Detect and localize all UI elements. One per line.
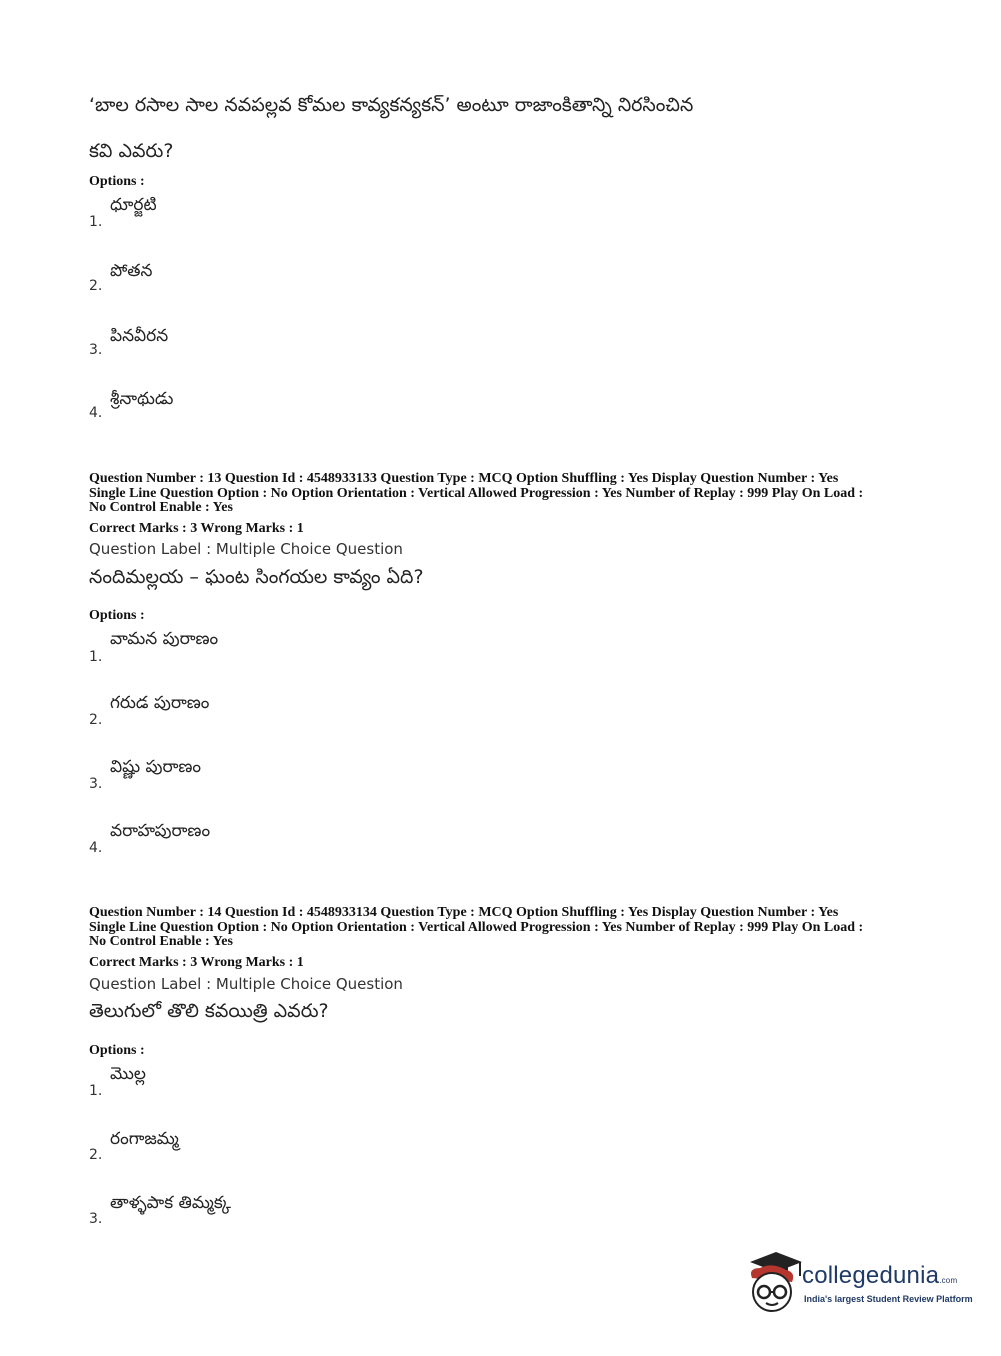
option-text: వరాహపురాణం xyxy=(110,821,211,841)
option-text: పోతన xyxy=(110,261,153,281)
question-metadata xyxy=(89,472,909,516)
metadata-line: No Control Enable : Yes xyxy=(89,934,233,949)
question-label: Question Label : Multiple Choice Question xyxy=(89,540,403,558)
brand-text: collegedunia xyxy=(802,1262,940,1289)
options-label: Options : xyxy=(89,1043,145,1058)
option-number: 1. xyxy=(89,214,103,230)
option-text: గరుడ పురాణం xyxy=(110,693,210,713)
question-text: నందిమల్లయ – ఘంట సింగయల కావ్యం ఏది? xyxy=(89,566,424,588)
option-number: 2. xyxy=(89,712,103,728)
option-number: 4. xyxy=(89,840,103,856)
options-label: Options : xyxy=(89,608,145,623)
collegedunia-logo xyxy=(742,1248,972,1318)
option-text: శ్రీనాథుడు xyxy=(110,389,174,409)
question-text-line: కవి ఎవరు? xyxy=(89,140,174,162)
option-number: 4. xyxy=(89,405,103,421)
metadata-line: Single Line Question Option : No Option Orientation : Vertical Allowed Progression : Yes Number of Replay : 999 Play On Load : xyxy=(89,485,864,501)
marks-info: Correct Marks : 3 Wrong Marks : 1 xyxy=(89,955,304,970)
option-number: 3. xyxy=(89,1211,103,1227)
metadata-line: Question Number : 13 Question Id : 4548933133 Question Type : MCQ Option Shuffling : Yes Display Question Number : Yes xyxy=(89,471,839,486)
question-text-line: ‘బాల రసాల సాల నవపల్లవ కోమల కావ్యకన్యకన్’ అంటూ రాజాంకితాన్ని నిరసించిన xyxy=(89,94,694,116)
brand-name xyxy=(802,1262,957,1290)
option-number: 2. xyxy=(89,1147,103,1163)
mascot-icon xyxy=(742,1248,804,1318)
question-text: తెలుగులో తొలి కవయిత్రి ఎవరు? xyxy=(89,1000,329,1022)
question-label: Question Label : Multiple Choice Question xyxy=(89,975,403,993)
option-number: 3. xyxy=(89,342,103,358)
marks-info: Correct Marks : 3 Wrong Marks : 1 xyxy=(89,521,304,536)
option-text: ధూర్జటి xyxy=(110,195,157,215)
option-text: మొల్ల xyxy=(110,1064,146,1084)
brand-tagline: India's largest Student Review Platform xyxy=(804,1294,973,1304)
option-text: వామన పురాణం xyxy=(110,629,219,649)
option-number: 2. xyxy=(89,278,103,294)
question-metadata xyxy=(89,906,909,950)
option-text: రంగాజమ్మ xyxy=(110,1129,179,1149)
metadata-line: Single Line Question Option : No Option Orientation : Vertical Allowed Progression : Yes Number of Replay : 999 Play On Load : xyxy=(89,919,864,935)
option-text: పినవీరన xyxy=(110,326,169,346)
option-text: తాళ్ళపాక తిమ్మక్క xyxy=(110,1193,231,1213)
metadata-line: No Control Enable : Yes xyxy=(89,500,233,515)
option-number: 1. xyxy=(89,649,103,665)
option-number: 3. xyxy=(89,776,103,792)
metadata-line: Question Number : 14 Question Id : 4548933134 Question Type : MCQ Option Shuffling : Yes Display Question Number : Yes xyxy=(89,905,839,920)
option-number: 1. xyxy=(89,1083,103,1099)
brand-dotcom: .com xyxy=(939,1276,958,1285)
option-text: విష్ణు పురాణం xyxy=(110,757,202,777)
options-label: Options : xyxy=(89,174,145,189)
